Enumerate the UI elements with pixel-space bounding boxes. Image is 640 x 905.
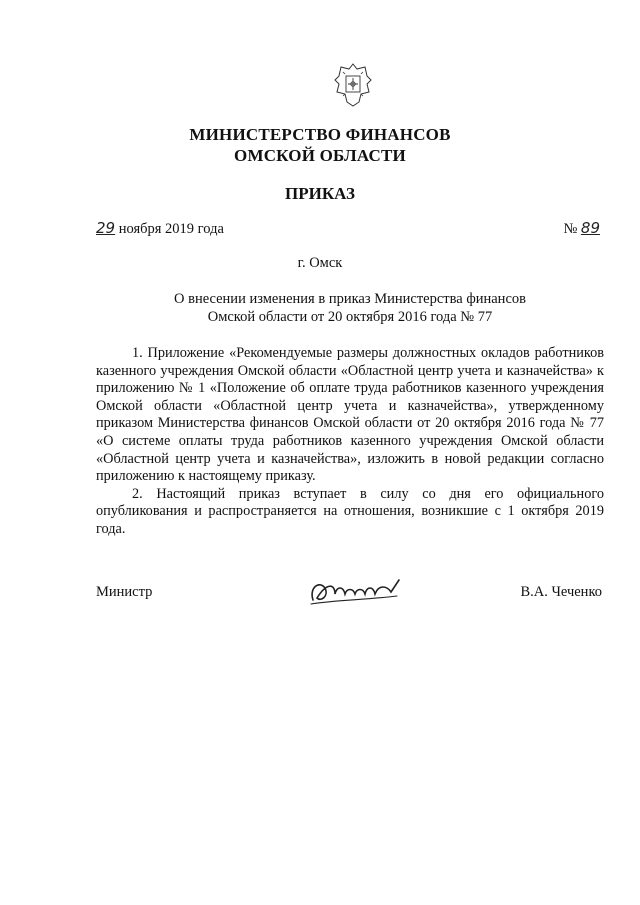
document-body [96,345,604,539]
date-day-handwritten: 29 [96,219,116,237]
number-value-handwritten: 89 [580,219,600,237]
subject-line1: О внесении изменения в приказ Министерства финансов [174,291,526,307]
document-subject [140,290,560,326]
organization-name-line1: МИНИСТЕРСТВО ФИНАНСОВ [189,125,451,144]
paragraph-1: 1. Приложение «Рекомендуемые размеры должностных окладов работников казенного учреждения Омской области «Областной центр учета и казначейства» к приложению № 1 «Положение об оплате труда работников казенного учреждения Омской области «Областной центр учета и казначейства», утвержденному приказом Министерства финансов Омской области от 20 октября 2016 года № 77 «О системе оплаты труда работников казенного учреждения Омской области «Областной центр учета и казначейства», изложить в новой редакции согласно приложению к настоящему приказу. [96,345,604,485]
date-month-year: ноября 2019 года [118,221,224,237]
subject-line2: Омской области от 20 октября 2016 года № 77 [207,309,493,325]
document-number [563,219,600,238]
signatory-role: Министр [96,584,153,600]
handwritten-signature [305,574,405,608]
city: г. Омск [297,255,343,271]
number-label: № [563,221,578,237]
organization-name-line2: ОМСКОЙ ОБЛАСТИ [234,146,406,165]
signatory-name: В.А. Чеченко [520,584,602,600]
paragraph-2: 2. Настоящий приказ вступает в силу со дня его официального опубликования и распространяется на отношения, возникшие с 1 октября 2019 года. [96,485,604,537]
document-type: ПРИКАЗ [285,184,355,203]
omsk-coat-of-arms-icon [333,62,373,110]
document-date [96,219,224,238]
